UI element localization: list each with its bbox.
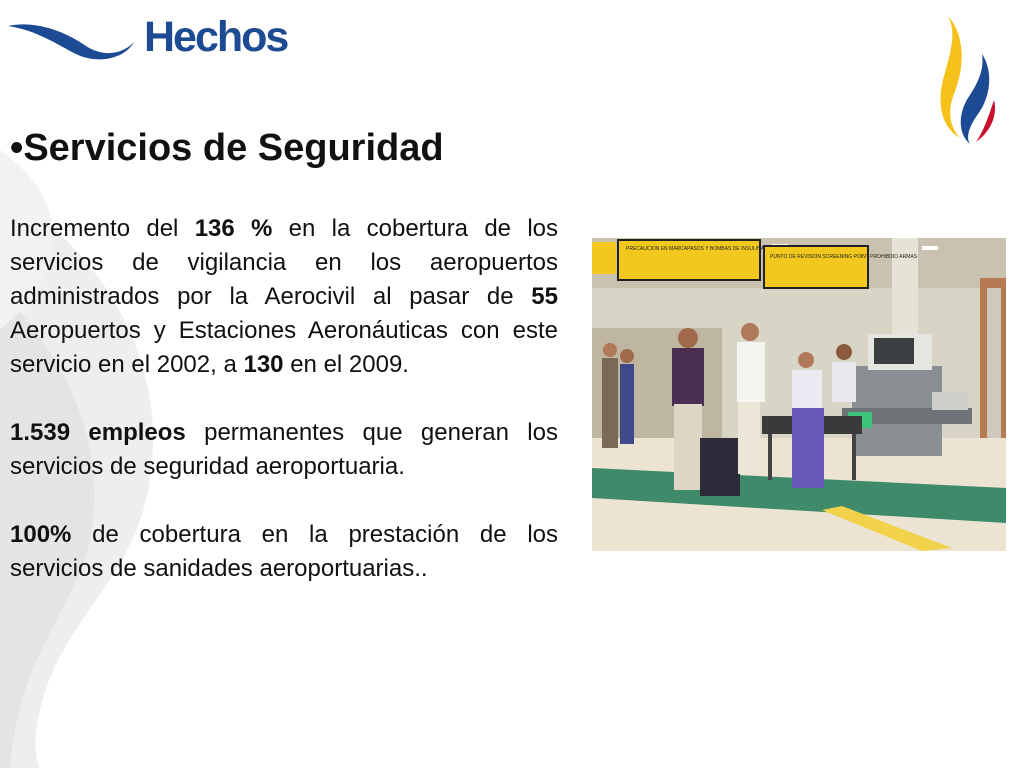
highlight-136-percent: 136 % <box>194 215 273 242</box>
paragraph-employment <box>10 416 558 484</box>
highlight-130: 130 <box>243 351 284 378</box>
logo-swoosh-icon <box>6 16 136 60</box>
colombia-flame-icon <box>938 14 998 146</box>
logo-wordmark: Hechos <box>144 13 288 61</box>
title-bullet: • <box>10 127 24 169</box>
highlight-employees: 1.539 empleos <box>10 419 186 446</box>
paragraph-sanitary-coverage <box>10 518 558 586</box>
body-text <box>10 212 558 620</box>
text-run: en la cobertura de los servicios de vigilancia en los aeropuertos administrados por la Aerocivil al pasar de <box>10 215 558 310</box>
text-run: Incremento del <box>10 215 195 242</box>
paragraph-coverage-increase <box>10 212 558 382</box>
airport-security-photo <box>592 238 1006 551</box>
text-run: Aeropuertos y Estaciones Aeronáuticas con este servicio en el 2002, a <box>10 317 558 378</box>
text-run: permanentes que generan los servicios de seguridad aeroportuaria. <box>10 419 558 480</box>
photo-illustration <box>592 238 1006 551</box>
hechos-logo <box>6 10 306 62</box>
photo-sign-right: PUNTO DE REVISION SCREENING POINT PROHIBIDO ARMAS <box>770 254 918 260</box>
text-run: de cobertura en la prestación de los servicios de sanidades aeroportuarias.. <box>10 521 558 582</box>
slide-title <box>10 128 444 170</box>
photo-sign-left: PRECAUCION EN MARCAPASOS Y BOMBAS DE INSULINA <box>626 246 765 252</box>
text-run: en el 2009. <box>283 351 409 378</box>
title-text: Servicios de Seguridad <box>23 127 444 169</box>
highlight-100-percent: 100% <box>10 521 72 548</box>
highlight-55: 55 <box>531 283 558 310</box>
